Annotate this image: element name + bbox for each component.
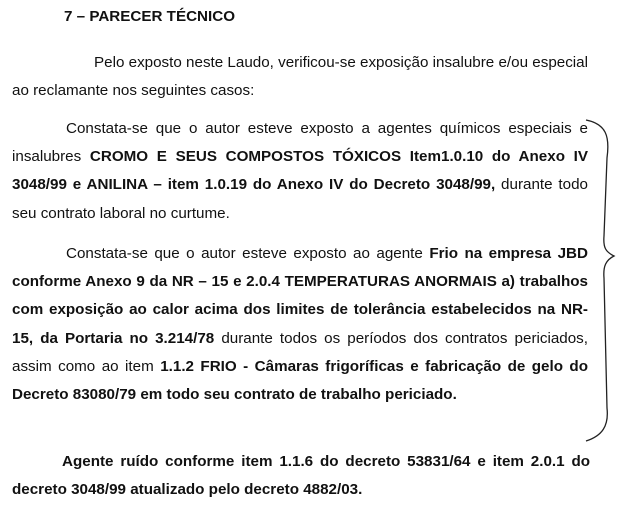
intro-paragraph: Pelo exposto neste Laudo, verificou-se exposição insalubre e/ou especial ao reclamante nos seguintes casos: <box>12 54 588 100</box>
cold-agent-paragraph <box>12 240 588 409</box>
section-heading: 7 – PARECER TÉCNICO <box>64 8 236 25</box>
chemical-agents-paragraph <box>12 115 588 228</box>
cold-bold-2: 1.1.2 FRIO - Câmaras frigoríficas e fabricação de gelo do Decreto 83080/79 em todo seu contrato de trabalho periciado. <box>12 357 588 404</box>
cold-text-2: durante todos os períodos dos contratos periciados, assim como ao item <box>12 329 588 375</box>
curly-brace-icon <box>582 118 618 443</box>
cold-bold-1: Frio na empresa JBD conforme Anexo 9 da NR – 15 e 2.0.4 TEMPERATURAS ANORMAIS a) trabalhos com exposição ao calor acima dos limites de tolerância estabelecidos na NR-15, da Portaria no 3.214/78 <box>12 245 588 347</box>
noise-agent-paragraph <box>12 448 590 504</box>
noise-bold: Agente ruído conforme item 1.1.6 do decreto 53831/64 e item 2.0.1 do decreto 3048/99 atualizado pelo decreto 4882/03. <box>12 453 590 499</box>
cold-text-1: Constata-se que o autor esteve exposto ao agente <box>66 245 430 262</box>
chemical-bold-1: CROMO E SEUS COMPOSTOS TÓXICOS Item1.0.10 do Anexo IV 3048/99 e ANILINA – item 1.0.19 do Anexo IV do Decreto 3048/99, <box>12 148 588 194</box>
chemical-text-1: Constata-se que o autor esteve exposto a agentes químicos especiais e insalubres <box>12 120 588 166</box>
chemical-text-2: durante todo seu contrato laboral no curtume. <box>12 176 588 222</box>
